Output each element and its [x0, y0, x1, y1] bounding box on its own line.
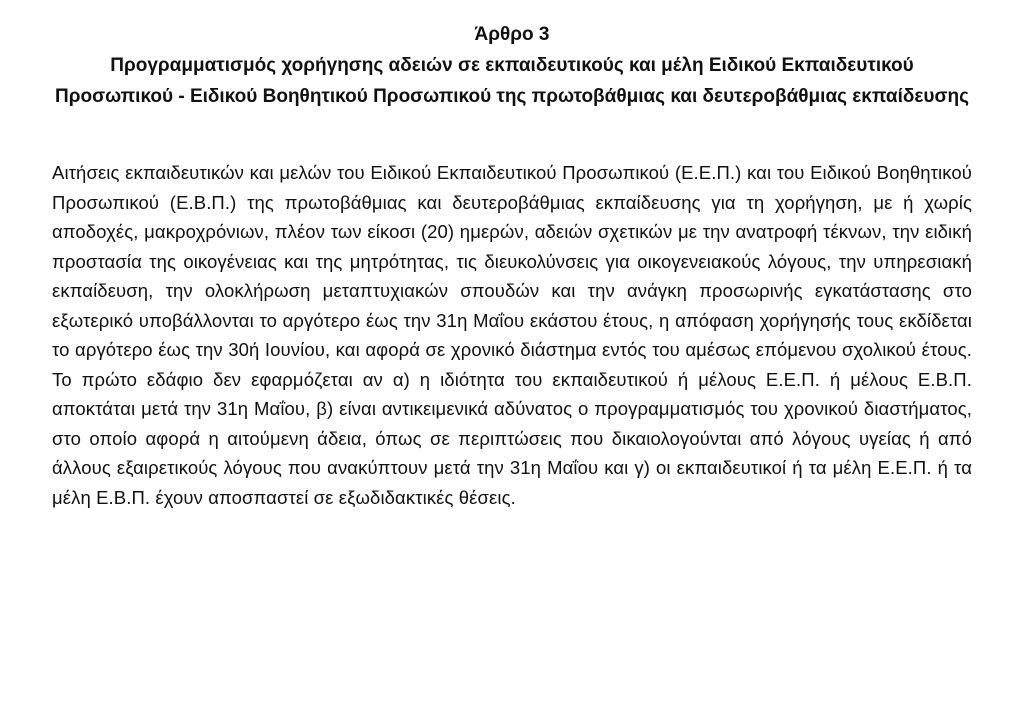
- article-title: Προγραμματισμός χορήγησης αδειών σε εκπαιδευτικούς και μέλη Ειδικού Εκπαιδευτικού Προσωπικού - Ειδικού Βοηθητικού Προσωπικού της πρωτοβάθμιας και δευτεροβάθμιας εκπαίδευσης: [55, 55, 969, 107]
- article-body: Αιτήσεις εκπαιδευτικών και μελών του Ειδικού Εκπαιδευτικού Προσωπικού (Ε.Ε.Π.) και του Ειδικού Βοηθητικού Προσωπικού (Ε.Β.Π.) της πρωτοβάθμιας και δευτεροβάθμιας εκπαίδευσης για τη χορήγηση, με ή χωρίς αποδοχές, μακροχρόνιων, πλέον των είκοσι (20) ημερών, αδειών σχετικών με την ανατροφή τέκνων, την ειδική προστασία της οικογένειας και της μητρότητας, τις διευκολύνσεις για οικογενειακούς λόγους, την υπηρεσιακή εκπαίδευση, την ολοκλήρωση μεταπτυχιακών σπουδών και την ανάγκη προσωρινής εγκατάστασης στο εξωτερικό υποβάλλονται το αργότερο έως την 31η Μαΐου εκάστου έτους, η απόφαση χορήγησής τους εκδίδεται το αργότερο έως την 30ή Ιουνίου, και αφορά σε χρονικό διάστημα εντός του αμέσως επόμενου σχολικού έτους. Το πρώτο εδάφιο δεν εφαρμόζεται αν α) η ιδιότητα του εκπαιδευτικού ή μέλους Ε.Ε.Π. ή μέλους Ε.Β.Π. αποκτάται μετά την 31η Μαΐου, β) είναι αντικειμενικά αδύνατος ο προγραμματισμός του χρονικού διαστήματος, στο οποίο αφορά η αιτούμενη άδεια, όπως σε περιπτώσεις που δικαιολογούνται από λόγους υγείας ή από άλλους εξαιρετικούς λόγους που ανακύπτουν μετά την 31η Μαΐου και γ) οι εκπαιδευτικοί ή τα μέλη Ε.Ε.Π. ή τα μέλη Ε.Β.Π. έχουν αποσπαστεί σε εξωδιδακτικές θέσεις.: [52, 162, 972, 508]
- article-number: Άρθρο 3: [474, 24, 550, 45]
